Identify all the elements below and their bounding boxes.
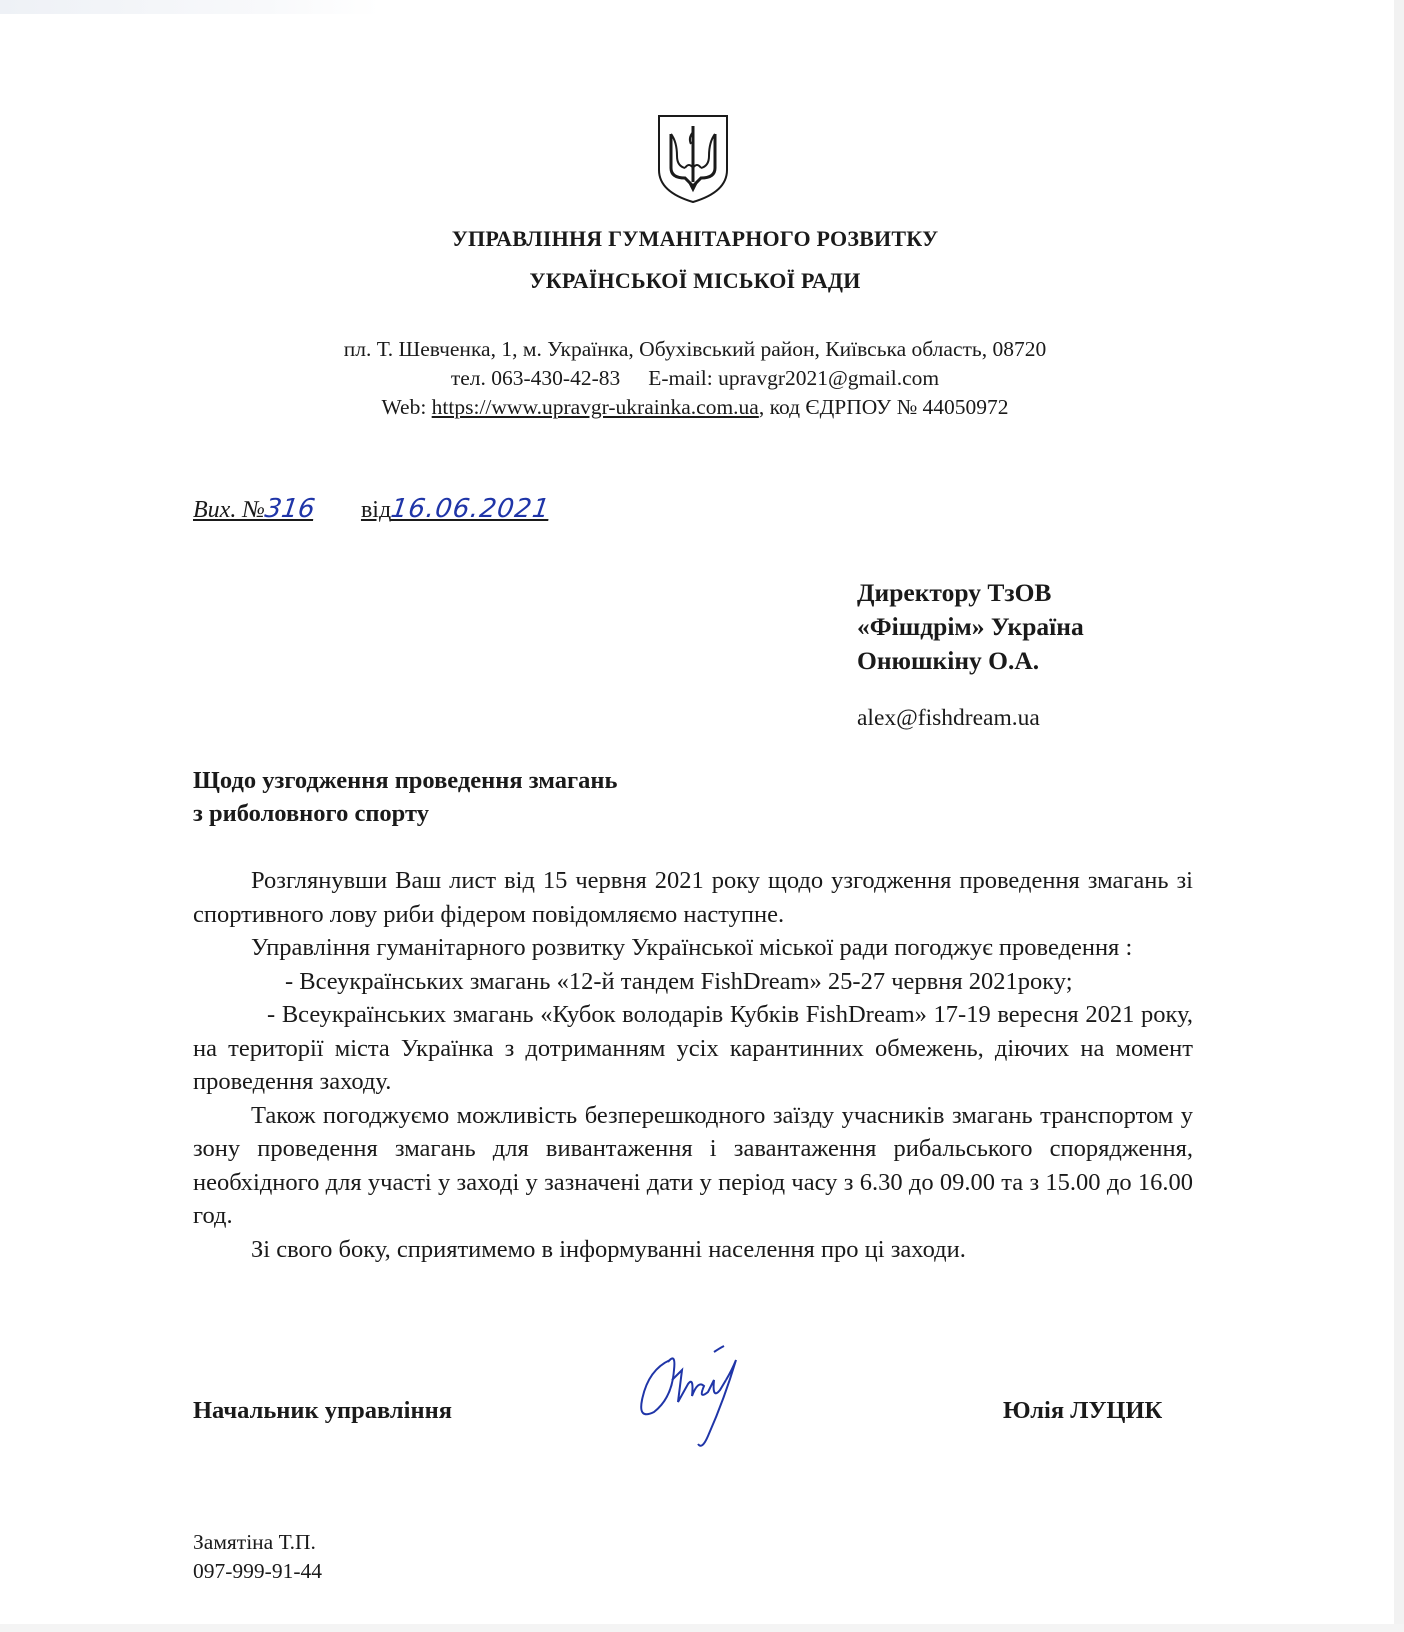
executor-name: Замятіна Т.П. — [193, 1530, 316, 1554]
org-name-line1: УПРАВЛІННЯ ГУМАНІТАРНОГО РОЗВИТКУ — [451, 226, 939, 251]
signatory-name: Юлія ЛУЦИК — [1003, 1397, 1163, 1424]
web-label: Web: — [381, 395, 432, 419]
web-link[interactable]: https://www.upravgr-ukrainka.com.ua — [431, 395, 759, 419]
org-contacts — [0, 366, 1390, 391]
org-web-line — [0, 395, 1390, 420]
addressee-line3: Онюшкіну О.А. — [857, 646, 1040, 675]
executor-phone: 097-999-91-44 — [193, 1559, 322, 1583]
scan-top-strip — [0, 0, 380, 14]
trident-emblem-icon — [655, 112, 731, 206]
org-name-line2: УКРАЇНСЬКОЇ МІСЬКОЇ РАДИ — [529, 268, 861, 293]
body-paragraph-2: Управління гуманітарного розвитку Української міської ради погоджує проведення : — [251, 934, 1133, 961]
org-address: пл. Т. Шевченка, 1, м. Українка, Обухівський район, Київська область, 08720 — [343, 337, 1047, 361]
subject-line1: Щодо узгодження проведення змагань — [193, 767, 618, 794]
body-list-item-2: - Всеукраїнських змагань «Кубок володарів Кубків FishDream» 17-19 вересня 2021 року, на території міста Українка з дотриманням усіх карантинних обмежень, діючих на момент проведення заходу. — [193, 1001, 1193, 1095]
outgoing-date: 16.06.2021 — [389, 494, 553, 524]
edrpou-code: , код ЄДРПОУ № 44050972 — [758, 395, 1009, 419]
signatory-title: Начальник управління — [193, 1397, 452, 1424]
addressee-email[interactable]: alex@fishdream.ua — [857, 705, 1040, 731]
outgoing-reference — [193, 494, 595, 524]
letter-body — [193, 864, 1193, 1266]
outgoing-from-label: від — [360, 497, 392, 523]
scan-right-edge — [1394, 0, 1404, 1632]
body-paragraph-4: Зі свого боку, сприятимемо в інформуванні населення про ці заходи. — [251, 1235, 966, 1263]
outgoing-label: Вих. № — [193, 497, 265, 523]
addressee-line1: Директору ТзОВ — [857, 578, 1052, 607]
outgoing-number: 316 — [262, 494, 317, 524]
body-list-item-1: - Всеукраїнських змагань «12-й тандем FishDream» 25-27 червня 2021року; — [285, 967, 1073, 995]
org-email: E-mail: upravgr2021@gmail.com — [648, 366, 940, 390]
scan-bottom-edge — [0, 1624, 1404, 1632]
handwritten-signature — [628, 1340, 768, 1460]
subject-line2: з риболовного спорту — [193, 800, 429, 827]
addressee-line2: «Фішдрім» Україна — [857, 612, 1084, 641]
body-paragraph-3: Також погоджуємо можливість безперешкодного заїзду учасників змагань транспортом у зону проведення змагань для вивантаження і завантаження рибальського спорядження, необхідного для участі у заході у зазначені дати у період часу з 6.30 до 09.00 та з 15.00 до 16.00 год. — [193, 1101, 1193, 1229]
org-phone: тел. 063-430-42-83 — [450, 366, 621, 390]
body-paragraph-1: Розглянувши Ваш лист від 15 червня 2021 року щодо узгодження проведення змагань зі спортивного лову риби фідером повідомляємо наступне. — [193, 867, 1193, 928]
